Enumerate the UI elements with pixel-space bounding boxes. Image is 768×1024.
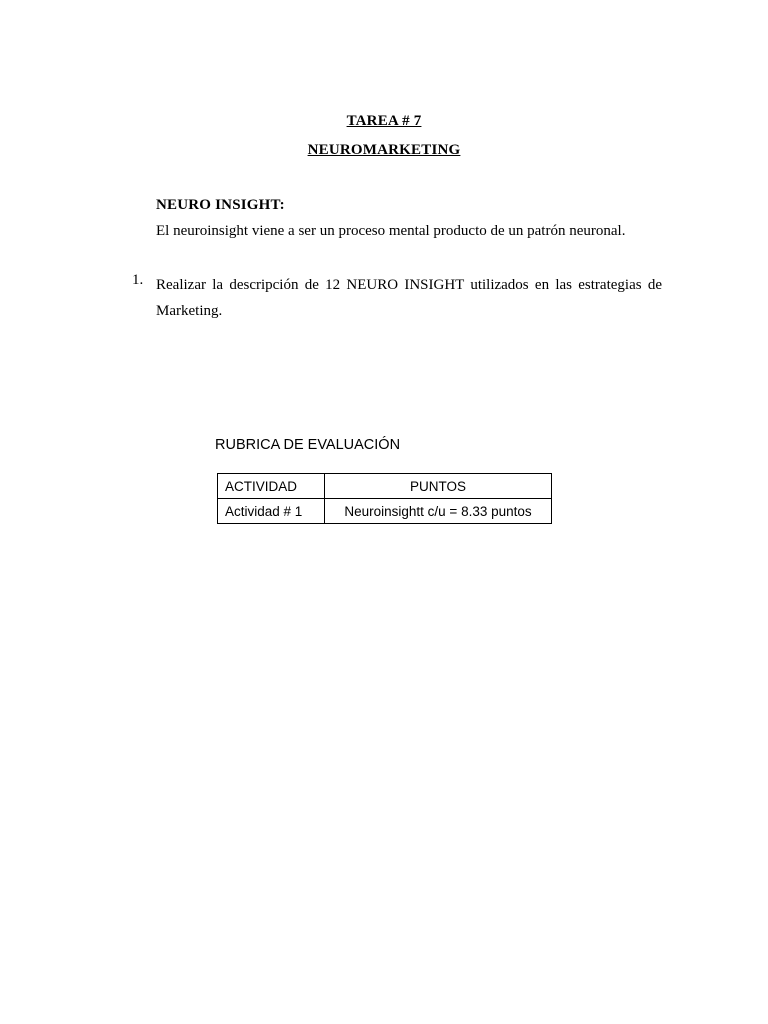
document-title: TAREA # 7 (346, 113, 422, 129)
table-cell-activity: Actividad # 1 (218, 499, 325, 524)
list-item-text: Realizar la descripción de 12 NEURO INSIGHT utilizados en las estrategias de Marketing. (156, 277, 662, 319)
table-row (218, 499, 552, 524)
column-header-activity: ACTIVIDAD (218, 474, 325, 499)
definition-paragraph: El neuroinsight viene a ser un proceso mental producto de un patrón neuronal. (156, 223, 626, 239)
column-header-points: PUNTOS (325, 474, 552, 499)
document-subtitle: NEUROMARKETING (307, 142, 461, 158)
rubric-title: RUBRICA DE EVALUACIÓN (215, 437, 401, 453)
table-cell-points: Neuroinsightt c/u = 8.33 puntos (325, 499, 552, 524)
section-heading: NEURO INSIGHT: (156, 197, 285, 213)
table-header-row (218, 474, 552, 499)
list-item-number: 1. (132, 272, 144, 288)
rubric-table (217, 473, 552, 524)
